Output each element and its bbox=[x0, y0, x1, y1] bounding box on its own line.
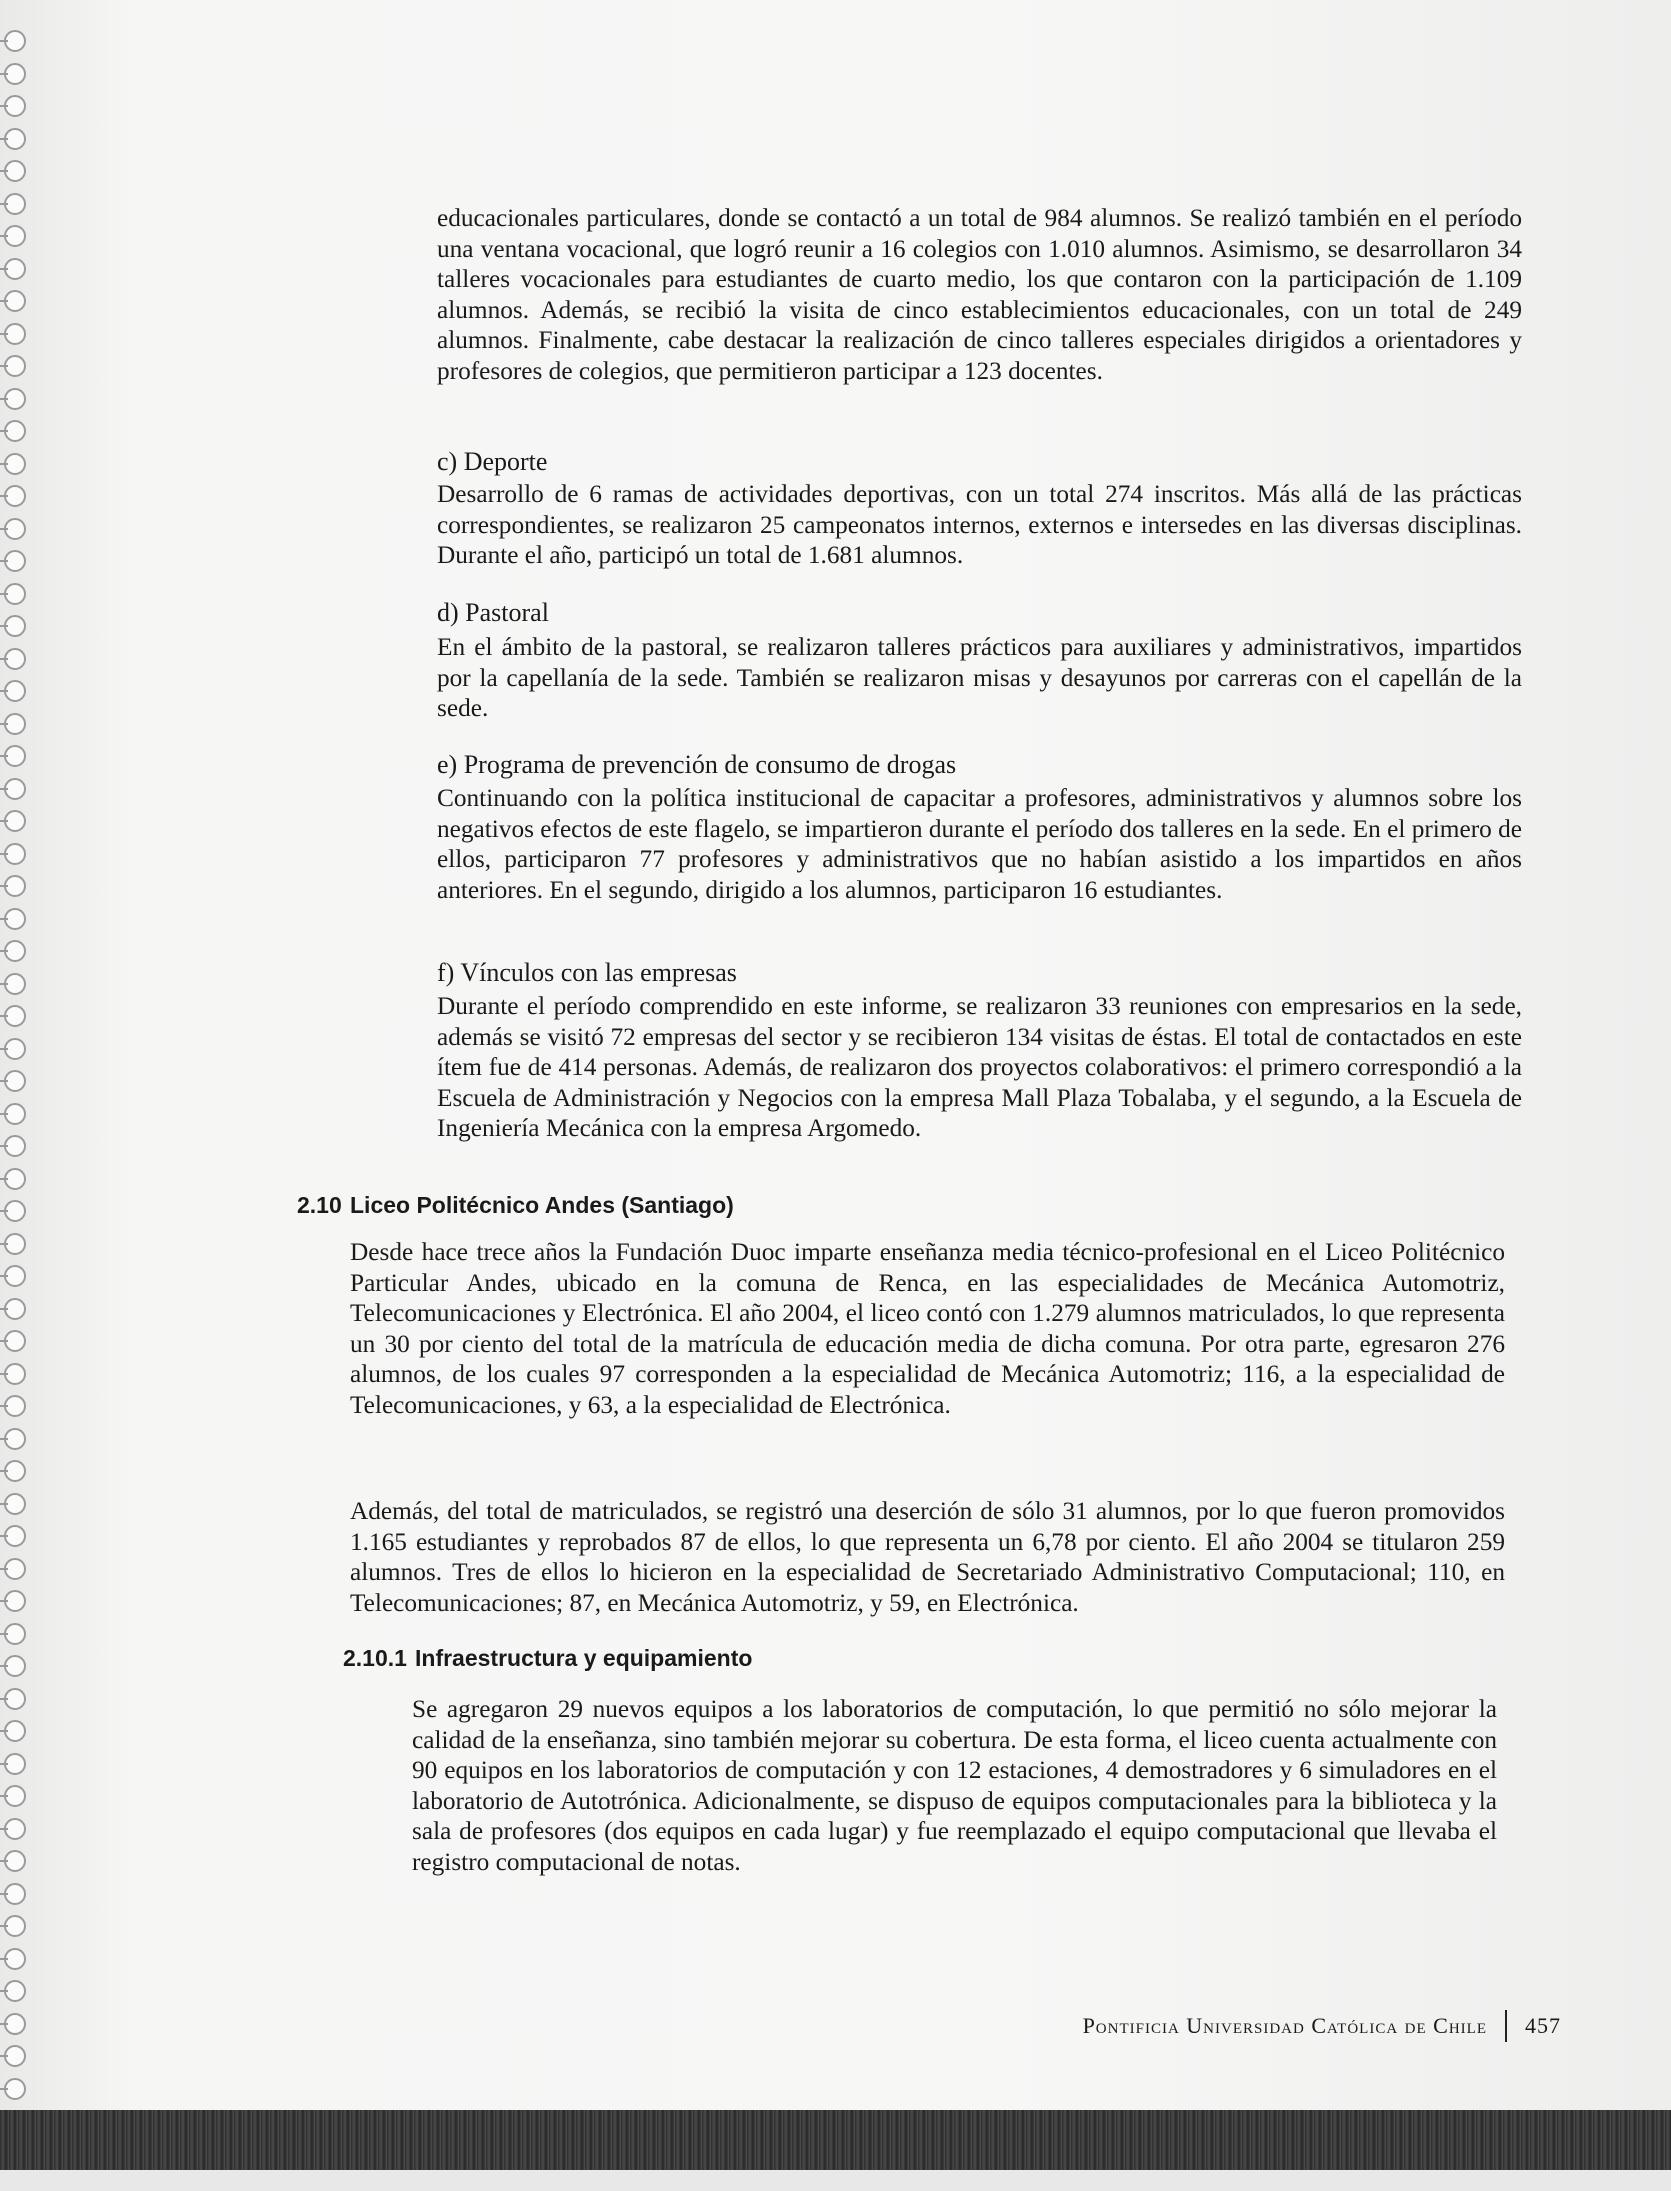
binding-ring bbox=[4, 875, 26, 897]
section-number: 2.10 bbox=[297, 1192, 342, 1218]
drogas-heading: e) Programa de prevención de consumo de drogas bbox=[437, 750, 957, 779]
binding-ring bbox=[4, 128, 26, 150]
binding-ring bbox=[4, 30, 26, 52]
subsection-paragraph: Se agregaron 29 nuevos equipos a los laboratorios de computación, lo que permitió no sólo mejorar la calidad de la enseñanza, sino también mejorar su cobertura. De esta forma, el liceo cuenta actualmente con 90 equipos en los laboratorios de computación y con 12 estaciones, 4 demostradores y 6 simuladores en el laboratorio de Autotrónica. Adicionalmente, se dispuso de equipos computacionales para la biblioteca y la sala de profesores (dos equipos en cada lugar) y fue reemplazado el equipo computacional que llevaba el registro computacional de notas. bbox=[412, 1695, 1497, 1876]
binding-ring bbox=[4, 1558, 26, 1580]
binding-ring bbox=[4, 680, 26, 702]
binding-ring bbox=[4, 778, 26, 800]
footer-divider bbox=[1505, 2010, 1507, 2042]
binding-ring bbox=[4, 1688, 26, 1710]
binding-ring bbox=[4, 1785, 26, 1807]
section-paragraph-1: Desde hace trece años la Fundación Duoc imparte enseñanza media técnico-profesional en el Liceo Politécnico Particular Andes, ubicado en la comuna de Renca, en las especialidades de Mecánica Automotriz, Telecomunicaciones y Electrónica. El año 2004, el liceo contó con 1.279 alumnos matriculados, lo que representa un 30 por ciento del total de la matrícula de educación media de dicha comuna. Por otra parte, egresaron 276 alumnos, de los cuales 97 corresponden a la especialidad de Mecánica Automotriz; 116, a la especialidad de Telecomunicaciones, y 63, a la especialidad de Electrónica. bbox=[350, 1238, 1505, 1419]
binding-ring bbox=[4, 810, 26, 832]
binding-ring bbox=[4, 290, 26, 312]
binding-ring bbox=[4, 258, 26, 280]
binding-ring bbox=[4, 1103, 26, 1125]
binding-ring bbox=[4, 1070, 26, 1092]
binding-ring bbox=[4, 1428, 26, 1450]
binding-ring bbox=[4, 1850, 26, 1872]
spiral-binding bbox=[0, 30, 34, 2110]
binding-ring bbox=[4, 1038, 26, 1060]
binding-ring bbox=[4, 973, 26, 995]
subsection-number: 2.10.1 bbox=[343, 1645, 407, 1671]
binding-ring bbox=[4, 940, 26, 962]
deporte-paragraph: Desarrollo de 6 ramas de actividades deportivas, con un total 274 inscritos. Más allá de las prácticas correspondientes, se realizaron 25 campeonatos internos, externos e intersedes en las diversas disciplinas. Durante el año, participó un total de 1.681 alumnos. bbox=[437, 480, 1522, 569]
section-paragraph-2: Además, del total de matriculados, se registró una deserción de sólo 31 alumnos, por lo que fueron promovidos 1.165 estudiantes y reprobados 87 de ellos, lo que representa un 6,78 por ciento. El año 2004 se titularon 259 alumnos. Tres de ellos lo hicieron en la especialidad de Secretariado Administrativo Computacional; 110, en Telecomunicaciones; 87, en Mecánica Automotriz, y 59, en Electrónica. bbox=[350, 1497, 1505, 1617]
binding-ring bbox=[4, 420, 26, 442]
binding-ring bbox=[4, 908, 26, 930]
binding-ring bbox=[4, 648, 26, 670]
binding-ring bbox=[4, 1915, 26, 1937]
empresas-heading: f) Vínculos con las empresas bbox=[437, 958, 737, 987]
binding-ring bbox=[4, 1265, 26, 1287]
binding-ring bbox=[4, 1330, 26, 1352]
binding-ring bbox=[4, 485, 26, 507]
binding-ring bbox=[4, 583, 26, 605]
binding-ring bbox=[4, 713, 26, 735]
binding-ring bbox=[4, 1720, 26, 1742]
binding-ring bbox=[4, 63, 26, 85]
binding-ring bbox=[4, 518, 26, 540]
drogas-paragraph: Continuando con la política institucional de capacitar a profesores, administrativos y alumnos sobre los negativos efectos de este flagelo, se impartieron durante el período dos talleres en la sede. En el primero de ellos, participaron 77 profesores y administrativos que no habían asistido a los impartidos en años anteriores. En el segundo, dirigido a los alumnos, participaron 16 estudiantes. bbox=[437, 784, 1522, 904]
binding-ring bbox=[4, 1818, 26, 1840]
binding-ring bbox=[4, 1493, 26, 1515]
binding-ring bbox=[4, 843, 26, 865]
binding-ring bbox=[4, 1135, 26, 1157]
scan-edge-shadow bbox=[0, 2110, 1671, 2170]
binding-ring bbox=[4, 323, 26, 345]
binding-ring bbox=[4, 1168, 26, 1190]
binding-ring bbox=[4, 1525, 26, 1547]
binding-ring bbox=[4, 1298, 26, 1320]
binding-ring bbox=[4, 2045, 26, 2067]
binding-ring bbox=[4, 1200, 26, 1222]
binding-ring bbox=[4, 1980, 26, 2002]
binding-ring bbox=[4, 1590, 26, 1612]
binding-ring bbox=[4, 388, 26, 410]
page-number: 457 bbox=[1525, 2013, 1561, 2038]
binding-ring bbox=[4, 1005, 26, 1027]
binding-ring bbox=[4, 550, 26, 572]
binding-ring bbox=[4, 95, 26, 117]
binding-ring bbox=[4, 2013, 26, 2035]
binding-ring bbox=[4, 1363, 26, 1385]
binding-ring bbox=[4, 1753, 26, 1775]
binding-ring bbox=[4, 1395, 26, 1417]
binding-ring bbox=[4, 453, 26, 475]
binding-ring bbox=[4, 1655, 26, 1677]
section-title: Liceo Politécnico Andes (Santiago) bbox=[350, 1192, 734, 1218]
deporte-heading: c) Deporte bbox=[437, 447, 548, 476]
binding-ring bbox=[4, 225, 26, 247]
binding-ring bbox=[4, 355, 26, 377]
intro-paragraph: educacionales particulares, donde se contactó a un total de 984 alumnos. Se realizó también en el período una ventana vocacional, que logró reunir a 16 colegios con 1.010 alumnos. Asimismo, se desarrollaron 34 talleres vocacionales para estudiantes de cuarto medio, los que contaron con la participación de 1.109 alumnos. Además, se recibió la visita de cinco establecimientos educacionales, con un total de 249 alumnos. Finalmente, cabe destacar la realización de cinco talleres especiales dirigidos a orientadores y profesores de colegios, que permitieron participar a 123 docentes. bbox=[437, 204, 1522, 385]
binding-ring bbox=[4, 1883, 26, 1905]
scan-edge-margin bbox=[0, 2170, 1671, 2191]
subsection-title: Infraestructura y equipamiento bbox=[415, 1645, 753, 1671]
binding-ring bbox=[4, 2078, 26, 2100]
binding-ring bbox=[4, 1623, 26, 1645]
binding-ring bbox=[4, 615, 26, 637]
empresas-paragraph: Durante el período comprendido en este informe, se realizaron 33 reuniones con empresarios en la sede, además se visitó 72 empresas del sector y se recibieron 134 visitas de éstas. El total de contactados en este ítem fue de 414 personas. Además, de realizaron dos proyectos colaborativos: el primero correspondió a la Escuela de Administración y Negocios con la empresa Mall Plaza Tobalaba, y el segundo, a la Escuela de Ingeniería Mecánica con la empresa Argomedo. bbox=[437, 992, 1522, 1142]
binding-ring bbox=[4, 193, 26, 215]
binding-ring bbox=[4, 745, 26, 767]
binding-ring bbox=[4, 1233, 26, 1255]
binding-ring bbox=[4, 160, 26, 182]
binding-ring bbox=[4, 1948, 26, 1970]
pastoral-paragraph: En el ámbito de la pastoral, se realizaron talleres prácticos para auxiliares y administrativos, impartidos por la capellanía de la sede. También se realizaron misas y desayunos por carreras con el capellán de la sede. bbox=[437, 633, 1522, 722]
binding-ring bbox=[4, 1460, 26, 1482]
page-footer bbox=[1083, 2010, 1561, 2042]
pastoral-heading: d) Pastoral bbox=[437, 598, 549, 627]
footer-institution: Pontificia Universidad Católica de Chile bbox=[1082, 2013, 1487, 2038]
